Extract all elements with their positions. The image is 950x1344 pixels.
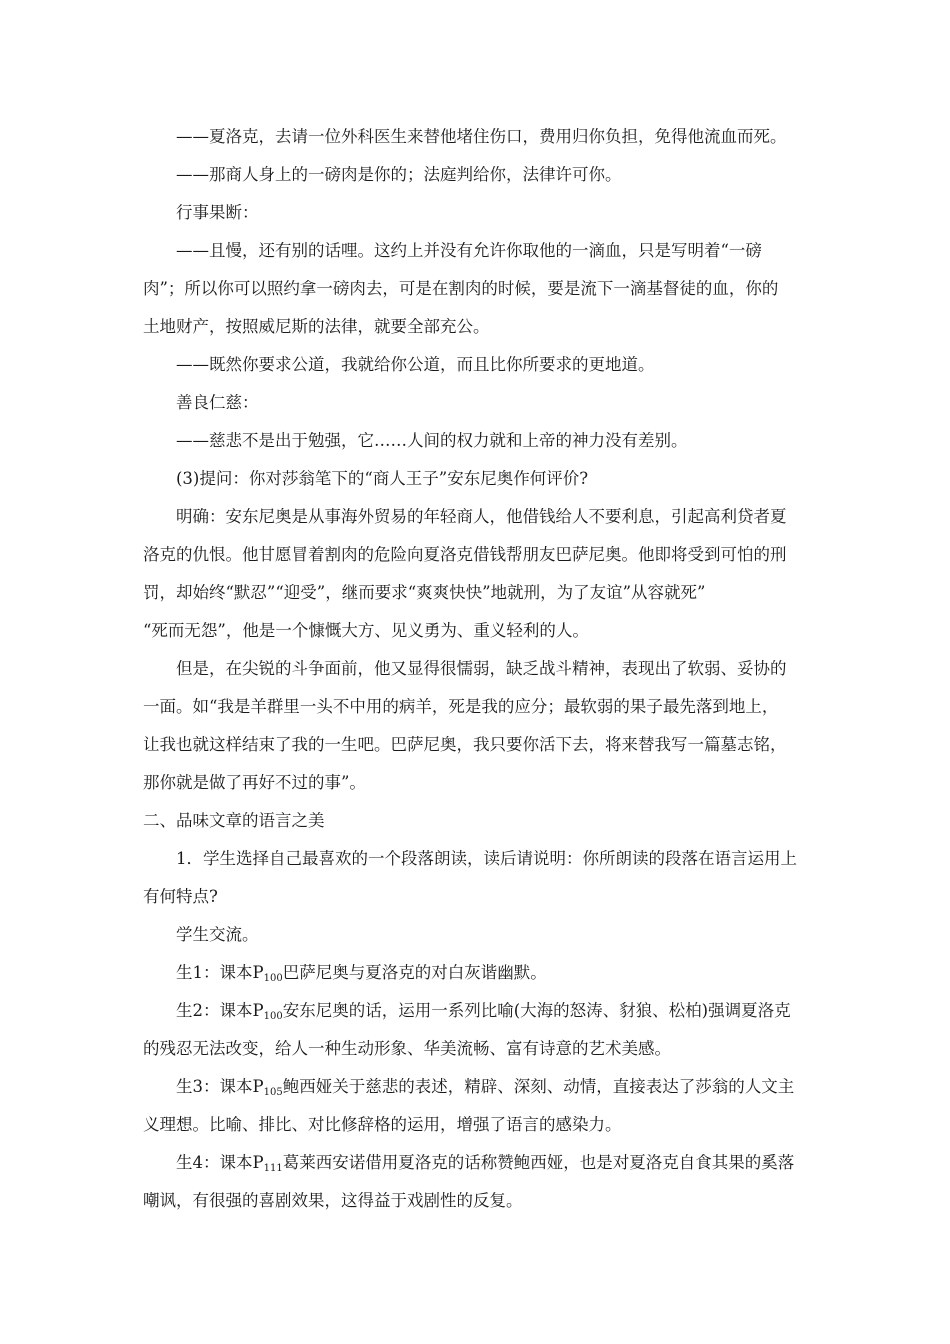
dialogue-line-3: ——且慢，还有别的话哩。这约上并没有允许你取他的一滴血，只是写明着“一磅: [176, 241, 762, 260]
however-paragraph-line-1: 但是，在尖锐的斗争面前，他又显得很懦弱，缺乏战斗精神，表现出了软弱、妥协的: [176, 659, 787, 678]
student-2-line-2: 的残忍无法改变，给人一种生动形象、华美流畅、富有诗意的艺术美感。: [143, 1039, 671, 1058]
task-1-line-2: 有何特点?: [143, 887, 218, 906]
question-3: (3)提问：你对莎翁笔下的“商人王子”安东尼奥作何评价?: [176, 469, 589, 488]
student-1-line: 生1：课本P100巴萨尼奥与夏洛克的对白灰谐幽默。: [176, 963, 547, 984]
dialogue-line-5: ——慈悲不是出于勉强，它……人间的权力就和上帝的神力没有差别。: [176, 431, 688, 450]
student-4-line-2: 嘲讽，有很强的喜剧效果，这得益于戏剧性的反复。: [143, 1191, 523, 1210]
answer-paragraph-line-2: 洛克的仇恨。他甘愿冒着割肉的危险向夏洛克借钱帮朋友巴萨尼奥。他即将受到可怕的刑: [143, 545, 787, 564]
dialogue-line-3-cont-2: 土地财产，按照威尼斯的法律，就要全部充公。: [143, 317, 490, 336]
student-2-line-1: 生2：课本P100安东尼奥的话，运用一系列比喻(大海的怒涛、豺狼、松柏)强调夏洛克: [176, 1001, 791, 1022]
dialogue-line-1: ——夏洛克，去请一位外科医生来替他堵住伤口，费用归你负担，免得他流血而死。: [176, 127, 787, 146]
answer-paragraph-line-4: “死而无怨”，他是一个慷慨大方、见义勇为、重义轻利的人。: [143, 621, 589, 640]
however-paragraph-line-4: 那你就是做了再好不过的事”。: [143, 773, 366, 792]
dialogue-line-4: ——既然你要求公道，我就给你公道，而且比你所要求的更地道。: [176, 355, 655, 374]
answer-paragraph-line-3: 罚，却始终“默忍”“迎受”，继而要求“爽爽快快”地就刑，为了友谊”从容就死”: [143, 583, 706, 602]
student-4-line-1: 生4：课本P111葛莱西安诺借用夏洛克的话称赞鲍西娅，也是对夏洛克自食其果的奚落: [176, 1153, 795, 1174]
however-paragraph-line-2: 一面。如“我是羊群里一头不中用的病羊，死是我的应分；最软弱的果子最先落到地上，: [143, 697, 779, 716]
trait-heading-kind: 善良仁慈：: [176, 393, 259, 412]
section-heading-2: 二、品味文章的语言之美: [143, 811, 325, 830]
student-3-line-1: 生3：课本P105鲍西娅关于慈悲的表述，精辟、深刻、动情，直接表达了莎翁的人文主: [176, 1077, 795, 1098]
dialogue-line-3-cont-1: 肉”；所以你可以照约拿一磅肉去，可是在割肉的时候，要是流下一滴基督徒的血，你的: [143, 279, 779, 298]
dialogue-line-2: ——那商人身上的一磅肉是你的；法庭判给你，法律许可你。: [176, 165, 622, 184]
trait-heading-decisive: 行事果断：: [176, 203, 259, 222]
task-1-line-1: 1．学生选择自己最喜欢的一个段落朗读，读后请说明：你所朗读的段落在语言运用上: [176, 849, 797, 868]
however-paragraph-line-3: 让我也就这样结束了我的一生吧。巴萨尼奥，我只要你活下去，将来替我写一篇墓志铭，: [143, 735, 787, 754]
answer-paragraph-line-1: 明确：安东尼奥是从事海外贸易的年轻商人，他借钱给人不要利息，引起高利贷者夏: [176, 507, 787, 526]
student-3-line-2: 义理想。比喻、排比、对比修辞格的运用，增强了语言的感染力。: [143, 1115, 622, 1134]
student-exchange: 学生交流。: [176, 925, 259, 944]
